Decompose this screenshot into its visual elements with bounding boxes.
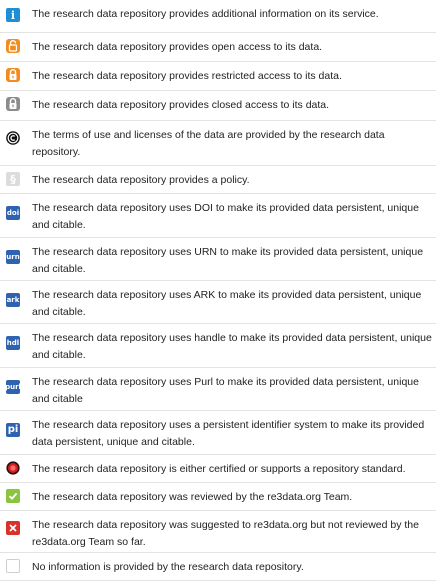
legend-row [0, 121, 436, 166]
legend-text: The research data repository provides restricted access to its data. [32, 70, 342, 82]
legend-text: The research data repository uses handle to make its provided data persistent, unique and citable. [32, 332, 432, 361]
legend-row [0, 411, 436, 455]
legend-row [0, 368, 436, 411]
legend-text: The research data repository uses Purl to make its provided data persistent, unique and citable [32, 376, 419, 405]
legend-text: The research data repository provides a policy. [32, 174, 250, 186]
legend-row [0, 166, 436, 194]
legend-row [0, 511, 436, 553]
hdl-icon: hdl [6, 336, 20, 350]
legend-text: No information is provided by the research data repository. [32, 561, 304, 573]
pid-icon: pi [7, 424, 19, 435]
copyright-icon [6, 131, 20, 145]
legend-row [0, 553, 436, 581]
legend-text: The research data repository provides open access to its data. [32, 41, 323, 53]
legend-text: The research data repository uses URN to make its provided data persistent, unique and citable. [32, 246, 424, 275]
doi-icon: doi [6, 206, 20, 220]
info-icon: i [6, 8, 20, 22]
closed-lock-icon [6, 97, 20, 111]
legend-text: The research data repository is either certified or supports a repository standard. [32, 463, 406, 475]
legend-text: The research data repository provides closed access to its data. [32, 99, 330, 111]
legend-text: The research data repository uses ARK to make its provided data persistent, unique and citable. [32, 289, 422, 318]
legend-row [0, 483, 436, 511]
checkmark-icon [6, 489, 20, 503]
urn-icon: urn [6, 250, 20, 264]
policy-section-icon: § [6, 172, 20, 186]
legend-text: The research data repository uses DOI to make its provided data persistent, unique and citable. [32, 202, 419, 231]
legend-row [0, 91, 436, 121]
legend-text: The research data repository provides additional information on its service. [32, 8, 379, 20]
certificate-icon [6, 461, 20, 475]
purl-icon: purl [6, 380, 20, 394]
legend-row [0, 238, 436, 281]
legend-row [0, 33, 436, 62]
legend-text: The terms of use and licenses of the data are provided by the research data repository. [32, 129, 385, 158]
legend-text: The research data repository was reviewed by the re3data.org Team. [32, 491, 353, 503]
legend-row [0, 0, 436, 33]
legend-row [0, 455, 436, 483]
legend-row [0, 62, 436, 91]
open-lock-icon [6, 39, 20, 53]
restricted-lock-icon [6, 68, 20, 82]
legend-text: The research data repository was suggested to re3data.org but not reviewed by the re3data.org Team so far. [32, 519, 419, 548]
empty-box-icon [6, 559, 20, 573]
legend-text: The research data repository uses a persistent identifier system to make its provided data persistent, unique and citable. [32, 419, 425, 448]
legend-row [0, 194, 436, 238]
ark-icon: ark [6, 293, 20, 307]
legend-row [0, 324, 436, 368]
cross-icon [6, 521, 20, 535]
legend-row [0, 281, 436, 324]
